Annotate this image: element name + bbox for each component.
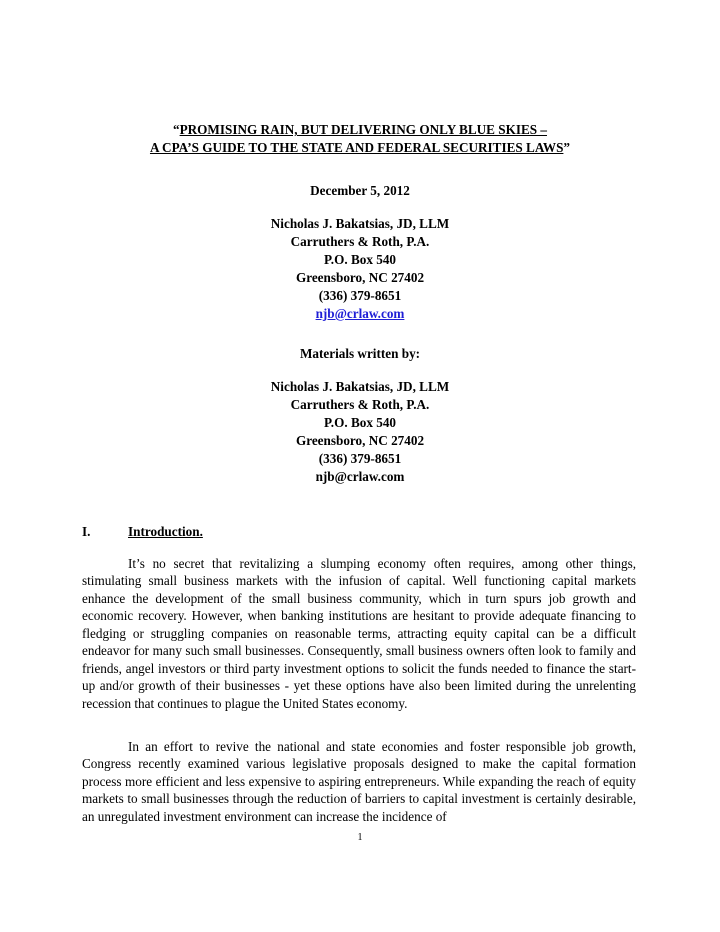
title-line-1-text: PROMISING RAIN, BUT DELIVERING ONLY BLUE SKIES – xyxy=(179,122,547,137)
body-paragraph-2: In an effort to revive the national and state economies and foster responsible job growth, Congress recently examined various legislative proposals designed to make the capital formation process more efficient and less expensive to aspiring entrepreneurs. While expanding the reach of equity markets to small businesses through the reduction of barriers to capital investment is certainly desirable, an unregulated investment environment can increase the incidence of xyxy=(82,739,636,824)
document-title xyxy=(0,121,720,157)
author-block xyxy=(0,215,720,323)
materials-heading-text: Materials written by: xyxy=(299,346,421,361)
materials-firm: Carruthers & Roth, P.A. xyxy=(290,397,430,412)
author-name: Nicholas J. Bakatsias, JD, LLM xyxy=(270,216,450,231)
materials-city: Greensboro, NC 27402 xyxy=(295,433,425,448)
author-phone: (336) 379-8651 xyxy=(318,288,402,303)
materials-po-box: P.O. Box 540 xyxy=(323,415,397,430)
author-city: Greensboro, NC 27402 xyxy=(295,270,425,285)
title-open-quote: “ xyxy=(173,122,180,137)
section-title: Introduction. xyxy=(128,524,203,539)
materials-heading xyxy=(0,345,720,363)
date-text: December 5, 2012 xyxy=(310,183,410,198)
body-paragraph-1: It’s no secret that revitalizing a slumping economy often requires, among other things, stimulating small business markets with the infusion of capital. Well functioning capital markets enhance the development of the small business community, which in turn spurs job growth and economic recovery. However, when banking institutions are hesitant to provide adequate financing to fledging or struggling companies on reasonable terms, attracting equity capital can be a difficult endeavor for many such small businesses. Consequently, small business owners often look to family and friends, angel investors or third party investment options to solicit the funds needed to finance the start-up and/or growth of their businesses - yet these options have also been limited during the unrelenting recession that continues to plague the United States economy. xyxy=(82,556,636,711)
author-firm: Carruthers & Roth, P.A. xyxy=(290,234,430,249)
author-po-box: P.O. Box 540 xyxy=(323,252,397,267)
materials-email: njb@crlaw.com xyxy=(315,469,405,484)
page-number: 1 xyxy=(357,832,363,843)
materials-phone: (336) 379-8651 xyxy=(318,451,402,466)
section-heading xyxy=(82,523,203,541)
title-line-2-text: A CPA’S GUIDE TO THE STATE AND FEDERAL SECURITIES LAWS xyxy=(149,140,564,155)
section-number: I. xyxy=(82,524,91,539)
document-date xyxy=(0,182,720,200)
author-email-link[interactable]: njb@crlaw.com xyxy=(315,306,405,321)
materials-name: Nicholas J. Bakatsias, JD, LLM xyxy=(270,379,450,394)
title-close-quote: ” xyxy=(563,140,571,155)
title-line-1 xyxy=(0,121,720,139)
title-line-2 xyxy=(0,139,720,157)
materials-block xyxy=(0,378,720,486)
